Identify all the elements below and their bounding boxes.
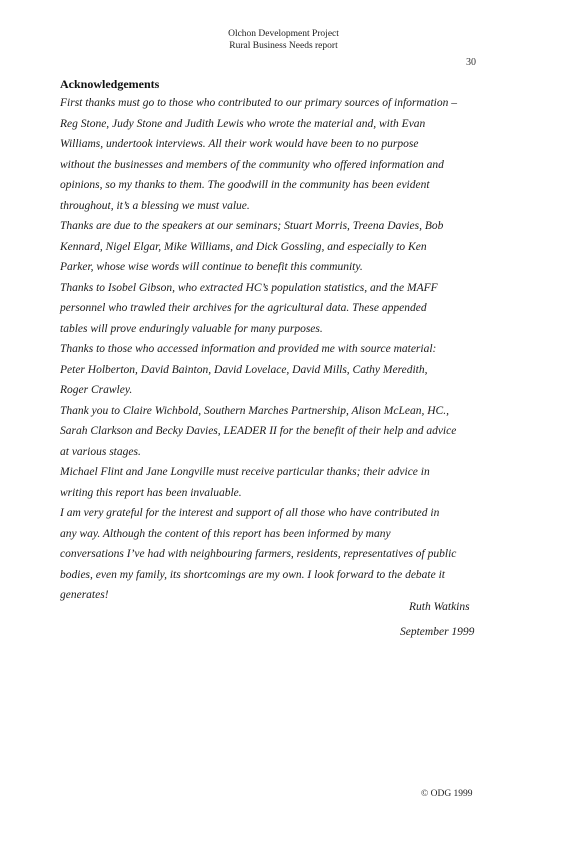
text-line: Thanks to Isobel Gibson, who extracted HC’s population statistics, and the MAFF: [60, 281, 438, 294]
text-line: Michael Flint and Jane Longville must receive particular thanks; their advice in: [60, 466, 430, 478]
text-line: Williams, undertook interviews. All their work would have been to no purpose: [60, 138, 419, 150]
text-line: tables will prove enduringly valuable for many purposes.: [60, 322, 323, 335]
page-number: 30: [466, 57, 476, 68]
text-line: I am very grateful for the interest and support of all those who have contributed in: [60, 507, 440, 519]
text-line: without the businesses and members of the community who offered information and: [60, 158, 444, 171]
text-line: Thanks are due to the speakers at our seminars; Stuart Morris, Treena Davies, Bob: [60, 220, 444, 232]
text-line: Thank you to Claire Wichbold, Southern Marches Partnership, Alison McLean, HC.,: [60, 404, 449, 417]
text-line: personnel who trawled their archives for the agricultural data. These appended: [60, 302, 427, 314]
text-line: Sarah Clarkson and Becky Davies, LEADER II for the benefit of their help and advice: [60, 425, 457, 437]
text-line: any way. Although the content of this report has been informed by many: [60, 527, 391, 540]
text-line: Thanks to those who accessed information and provided me with source material:: [60, 343, 437, 355]
copyright-notice: © ODG 1999: [421, 789, 473, 799]
text-line: opinions, so my thanks to them. The goodwill in the community has been evident: [60, 179, 430, 191]
text-line: writing this report has been invaluable.: [60, 486, 242, 499]
page-header: [0, 28, 567, 52]
text-line: generates!: [60, 589, 109, 601]
signature-date: September 1999: [400, 626, 475, 638]
text-line: at various stages.: [60, 445, 141, 458]
text-line: Reg Stone, Judy Stone and Judith Lewis who wrote the material and, with Evan: [60, 117, 426, 130]
text-line: Peter Holberton, David Bainton, David Lovelace, David Mills, Cathy Meredith,: [60, 363, 428, 376]
text-line: bodies, even my family, its shortcomings are my own. I look forward to the debate it: [60, 568, 445, 581]
signature-name: Ruth Watkins: [409, 601, 470, 613]
text-line: throughout, it’s a blessing we must value.: [60, 199, 250, 212]
text-line: Roger Crawley.: [60, 384, 133, 396]
header-report-title: Rural Business Needs report: [229, 41, 338, 51]
text-line: Kennard, Nigel Elgar, Mike Williams, and Dick Gossling, and especially to Ken: [60, 240, 427, 253]
acknowledgements-body: [60, 93, 480, 606]
header-project-title: Olchon Development Project: [228, 29, 339, 39]
text-line: First thanks must go to those who contributed to our primary sources of information –: [60, 97, 457, 109]
text-line: Parker, whose wise words will continue to benefit this community.: [60, 261, 363, 273]
section-heading: Acknowledgements: [60, 77, 160, 91]
text-line: conversations I’ve had with neighbouring farmers, residents, representatives of public: [60, 548, 457, 560]
